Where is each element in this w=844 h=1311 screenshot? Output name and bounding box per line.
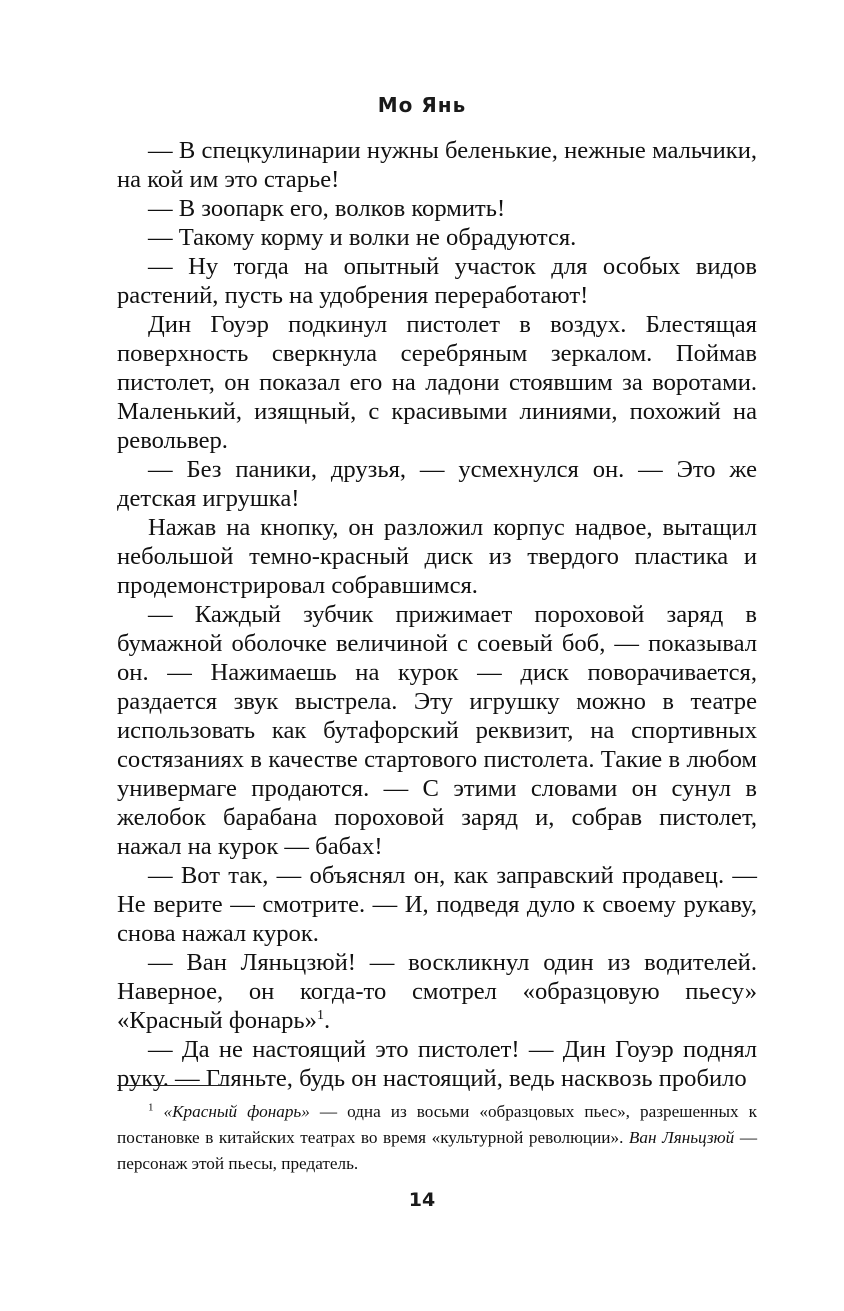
paragraph-with-footnote (117, 948, 757, 1035)
paragraph: Нажав на кнопку, он разложил корпус надвое, вытащил небольшой темно-красный диск из твердого пластика и продемонстрировал собравшимся. (117, 514, 757, 599)
paragraph-text: — Ван Ляньцзюй! — воскликнул один из водителей. Наверное, он когда-то смотрел «образцовую пьесу» «Красный фонарь» (117, 949, 757, 1034)
footnote-text: — одна из восьми «образцовых пьес», разрешенных к постановке в китайских театрах во время «культурной революции». (117, 1102, 758, 1147)
main-text-block (117, 136, 757, 1093)
footnote-term: Ван Ляньцзюй (628, 1128, 735, 1147)
footnote-reference[interactable]: 1 (316, 1007, 324, 1023)
paragraph: — Да не настоящий это пистолет! — Дин Гоуэр поднял руку. — Гляньте, будь он настоящий, ведь насквозь пробило (117, 1036, 757, 1092)
paragraph: — Каждый зубчик прижимает пороховой заряд в бумажной оболочке величиной с соевый боб, — показывал он. — Нажимаешь на курок — диск поворачивается, раздается звук выстрела. Эту игрушку можно в театре использовать как бутафорский реквизит, на спортивных состязаниях в качестве стартового пистолета. Такие в любом универмаге продаются. — С этими словами он сунул в желобок барабана пороховой заряд и, собрав пистолет, нажал на курок — бабах! (117, 601, 757, 860)
footnote-text: — персонаж этой пьесы, предатель. (117, 1128, 757, 1173)
paragraph: — В спецкулинарии нужны беленькие, нежные мальчики, на кой им это старье! (117, 137, 757, 193)
paragraph: — Такому корму и волки не обрадуются. (148, 224, 577, 251)
footnote-mark: 1 (148, 1101, 154, 1114)
running-head-author: Мо Янь (377, 93, 467, 117)
paragraph: — Ну тогда на опытный участок для особых видов растений, пусть на удобрения переработают! (117, 253, 757, 309)
footnote-term: «Красный фонарь» (163, 1102, 310, 1121)
paragraph: — Без паники, друзья, — усмехнулся он. — Это же детская игрушка! (117, 456, 757, 512)
footnote-divider (117, 1085, 225, 1086)
footnote (117, 1099, 757, 1177)
paragraph: Дин Гоуэр подкинул пистолет в воздух. Блестящая поверхность сверкнула серебряным зеркалом. Поймав пистолет, он показал его на ладони стоявшим за воротами. Маленький, изящный, с красивыми линиями, похожий на револьвер. (117, 311, 757, 454)
paragraph: — Вот так, — объяснял он, как заправский продавец. — Не верите — смотрите. — И, подведя дуло к своему рукаву, снова нажал курок. (117, 862, 757, 947)
page-number: 14 (408, 1189, 436, 1211)
paragraph: — В зоопарк его, волков кормить! (148, 195, 506, 222)
paragraph-end-punctuation: . (323, 1007, 331, 1034)
